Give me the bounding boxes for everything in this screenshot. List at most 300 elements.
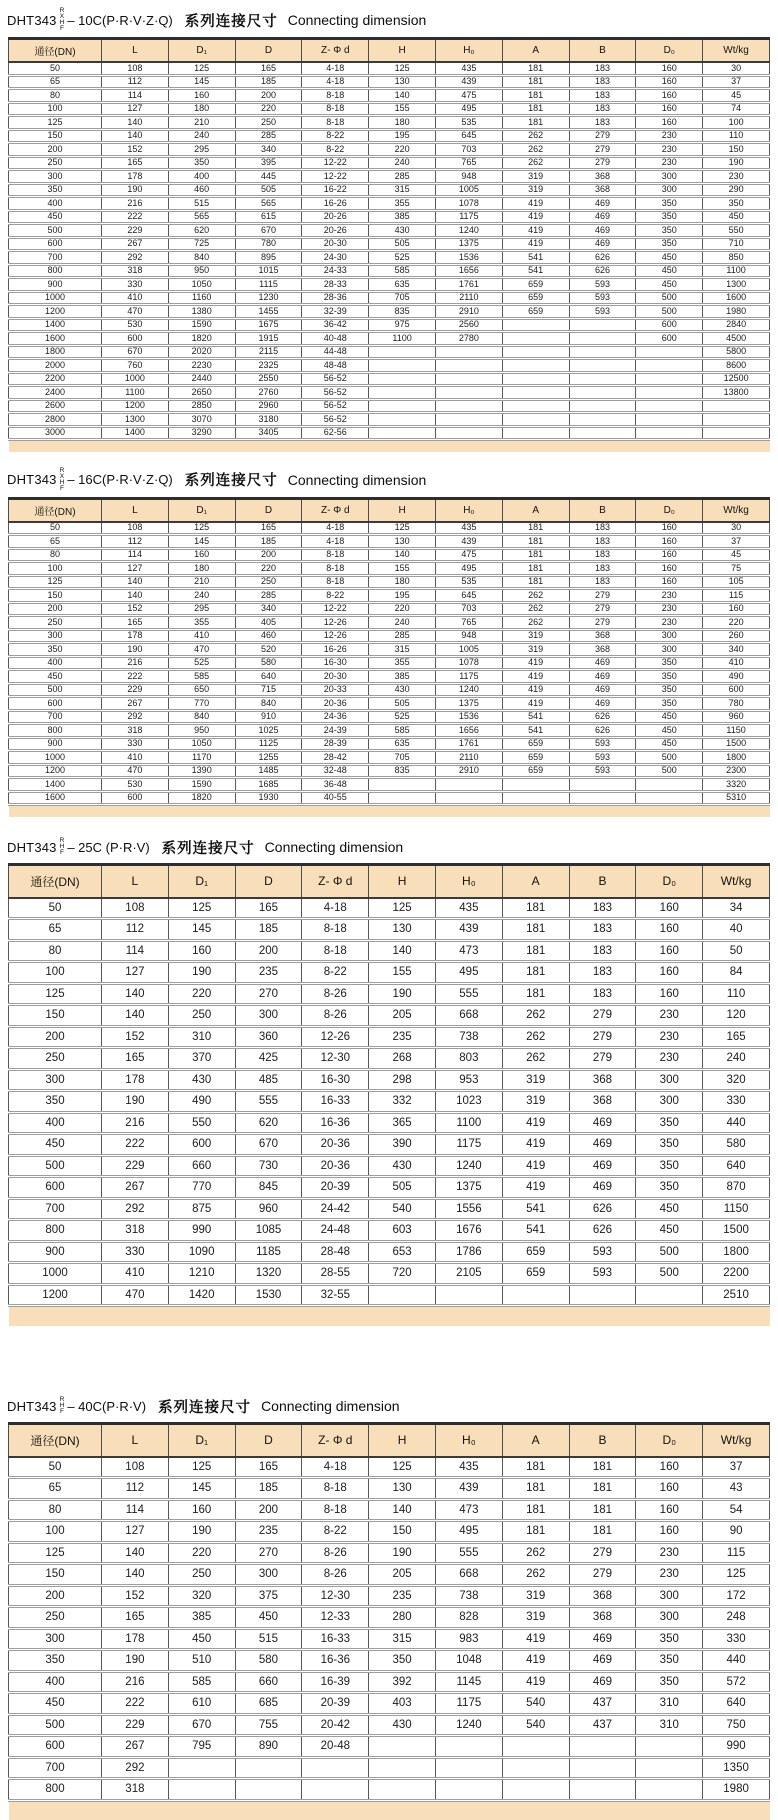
cell: 12-26 <box>302 616 369 630</box>
cell: 410 <box>102 1263 169 1285</box>
cell: 2510 <box>703 1284 770 1306</box>
cell: 165 <box>235 522 302 535</box>
cell: 1015 <box>235 264 302 278</box>
table-row <box>9 778 770 792</box>
cell: 795 <box>168 1736 235 1758</box>
cell: 279 <box>569 616 636 630</box>
cell: 16-36 <box>302 1650 369 1672</box>
cell: 110 <box>703 129 770 143</box>
cell: 125 <box>369 62 436 75</box>
cell: 1800 <box>9 345 102 359</box>
cell: 183 <box>569 116 636 130</box>
cell: 4-18 <box>302 1457 369 1478</box>
section-title <box>7 1396 778 1417</box>
cell: 50 <box>9 62 102 75</box>
cell: 8-22 <box>302 1521 369 1543</box>
cell <box>369 1284 436 1306</box>
cell: 500 <box>636 1241 703 1263</box>
cell: 350 <box>636 237 703 251</box>
cell: 626 <box>569 251 636 265</box>
cell: 279 <box>569 143 636 157</box>
cell: 310 <box>636 1693 703 1715</box>
table-row <box>9 940 770 962</box>
table-row <box>9 548 770 562</box>
cell: 250 <box>235 575 302 589</box>
cell: 279 <box>569 129 636 143</box>
cell: 469 <box>569 683 636 697</box>
stack-letter: R <box>60 1397 65 1403</box>
cell: 473 <box>435 940 502 962</box>
cell: 127 <box>102 102 169 116</box>
cell: 626 <box>569 724 636 738</box>
cell: 235 <box>235 962 302 984</box>
cell: 845 <box>235 1177 302 1199</box>
cell: 4-18 <box>302 62 369 75</box>
column-header: H₀ <box>435 39 502 63</box>
cell: 700 <box>9 710 102 724</box>
cell: 279 <box>569 602 636 616</box>
cell: 279 <box>569 589 636 603</box>
cell: 16-33 <box>302 1628 369 1650</box>
cell: 318 <box>102 1779 169 1801</box>
cell: 580 <box>703 1134 770 1156</box>
cell: 1676 <box>435 1220 502 1242</box>
cell: 8-26 <box>302 1005 369 1027</box>
cell: 20-39 <box>302 1177 369 1199</box>
table-row <box>9 264 770 278</box>
cell: 16-22 <box>302 183 369 197</box>
cell: 368 <box>569 643 636 657</box>
cell: 50 <box>9 1457 102 1478</box>
cell: 160 <box>636 562 703 576</box>
cell: 1536 <box>435 251 502 265</box>
cell: 183 <box>569 89 636 103</box>
flange-type-stack <box>60 1397 65 1415</box>
table-row <box>9 372 770 386</box>
cell: 2230 <box>168 359 235 373</box>
cell: 495 <box>435 962 502 984</box>
cell: 12-33 <box>302 1607 369 1629</box>
cell: 84 <box>703 962 770 984</box>
cell: 12500 <box>703 372 770 386</box>
cell <box>569 778 636 792</box>
cell <box>168 1757 235 1779</box>
cell <box>569 791 636 805</box>
cell: 535 <box>435 116 502 130</box>
cell: 20-30 <box>302 670 369 684</box>
cell: 140 <box>369 1499 436 1521</box>
cell: 505 <box>369 1177 436 1199</box>
cell: 2000 <box>9 359 102 373</box>
cell: 439 <box>435 75 502 89</box>
cell: 1930 <box>235 791 302 805</box>
cell: 140 <box>102 129 169 143</box>
cell: 1320 <box>235 1263 302 1285</box>
table-row <box>9 116 770 130</box>
cell: 469 <box>569 197 636 211</box>
cell: 948 <box>435 170 502 184</box>
cell: 108 <box>102 62 169 75</box>
cell: 330 <box>102 1241 169 1263</box>
cell: 140 <box>102 1542 169 1564</box>
cell: 2780 <box>435 332 502 346</box>
cell: 350 <box>636 656 703 670</box>
cell: 350 <box>636 197 703 211</box>
cell: 222 <box>102 670 169 684</box>
cell: 267 <box>102 697 169 711</box>
cell: 770 <box>168 1177 235 1199</box>
stack-letter: H <box>60 1403 65 1409</box>
cell: 430 <box>369 683 436 697</box>
cell: 300 <box>636 183 703 197</box>
cell: 230 <box>636 602 703 616</box>
cell <box>502 318 569 332</box>
cell: 510 <box>168 1650 235 1672</box>
cell: 20-33 <box>302 683 369 697</box>
table-row <box>9 1048 770 1070</box>
cell: 659 <box>502 291 569 305</box>
cell: 469 <box>569 1134 636 1156</box>
cell: 410 <box>703 656 770 670</box>
cell: 1000 <box>102 372 169 386</box>
cell: 30 <box>703 62 770 75</box>
table-row <box>9 156 770 170</box>
cell: 469 <box>569 1650 636 1672</box>
column-header: A <box>502 39 569 63</box>
cell: 469 <box>569 1671 636 1693</box>
cell: 419 <box>502 683 569 697</box>
cell: 181 <box>502 919 569 941</box>
cell: 12-22 <box>302 170 369 184</box>
cell: 270 <box>235 1542 302 1564</box>
cell: 840 <box>235 697 302 711</box>
cell: 181 <box>502 562 569 576</box>
cell: 190 <box>369 983 436 1005</box>
cell <box>369 1736 436 1758</box>
cell: 355 <box>168 616 235 630</box>
cell: 1786 <box>435 1241 502 1263</box>
cell: 183 <box>569 75 636 89</box>
cell: 8-22 <box>302 129 369 143</box>
cell: 150 <box>9 589 102 603</box>
cell: 150 <box>9 1005 102 1027</box>
cell: 760 <box>102 359 169 373</box>
cell: 120 <box>703 1005 770 1027</box>
cell: 319 <box>502 183 569 197</box>
cell: 650 <box>168 683 235 697</box>
table-row <box>9 1005 770 1027</box>
cell: 350 <box>636 683 703 697</box>
cell: 340 <box>235 143 302 157</box>
pressure-class-code: – 40C(P·R·V) <box>67 1399 146 1414</box>
cell <box>502 426 569 440</box>
cell: 8-18 <box>302 116 369 130</box>
cell: 700 <box>9 1757 102 1779</box>
cell: 90 <box>703 1521 770 1543</box>
cell: 300 <box>636 1069 703 1091</box>
cell: 439 <box>435 535 502 549</box>
cell: 160 <box>636 1521 703 1543</box>
cell: 450 <box>9 210 102 224</box>
cell: 1115 <box>235 278 302 292</box>
cell: 20-26 <box>302 210 369 224</box>
cell: 495 <box>435 562 502 576</box>
section-title <box>7 837 778 858</box>
cell: 685 <box>235 1693 302 1715</box>
cell: 319 <box>502 170 569 184</box>
cell: 1590 <box>168 318 235 332</box>
cell: 720 <box>369 1263 436 1285</box>
footer-band-cell <box>9 805 770 817</box>
table-row <box>9 1736 770 1758</box>
cell: 80 <box>9 548 102 562</box>
column-header: H <box>369 864 436 898</box>
cell: 385 <box>369 210 436 224</box>
cell: 1078 <box>435 656 502 670</box>
cell: 439 <box>435 919 502 941</box>
cell: 160 <box>636 898 703 919</box>
cell: 210 <box>168 116 235 130</box>
cell: 110 <box>703 983 770 1005</box>
cell: 24-39 <box>302 724 369 738</box>
cell: 298 <box>369 1069 436 1091</box>
cell: 28-36 <box>302 291 369 305</box>
cell: 350 <box>9 183 102 197</box>
cell <box>636 1757 703 1779</box>
cell: 1090 <box>168 1241 235 1263</box>
cell: 8-26 <box>302 1564 369 1586</box>
table-row <box>9 291 770 305</box>
cell: 183 <box>569 562 636 576</box>
cell: 160 <box>636 1499 703 1521</box>
cell: 800 <box>9 1779 102 1801</box>
cell: 230 <box>636 1005 703 1027</box>
cell: 659 <box>502 305 569 319</box>
cell: 585 <box>168 1671 235 1693</box>
cell: 1200 <box>102 399 169 413</box>
cell: 300 <box>636 170 703 184</box>
cell: 260 <box>703 629 770 643</box>
cell: 2850 <box>168 399 235 413</box>
column-header: D₁ <box>168 864 235 898</box>
column-header: B <box>569 498 636 522</box>
cell: 160 <box>636 1478 703 1500</box>
cell: 500 <box>9 224 102 238</box>
cell: 230 <box>636 616 703 630</box>
cell: 181 <box>502 522 569 535</box>
cell: 400 <box>9 197 102 211</box>
cell: 190 <box>102 643 169 657</box>
cell: 130 <box>369 535 436 549</box>
column-header: D₀ <box>636 39 703 63</box>
cell: 8600 <box>703 359 770 373</box>
cell: 125 <box>168 898 235 919</box>
cell: 40-48 <box>302 332 369 346</box>
cell: 28-55 <box>302 1263 369 1285</box>
cell: 32-48 <box>302 764 369 778</box>
cell: 360 <box>235 1026 302 1048</box>
cell: 437 <box>569 1693 636 1715</box>
cell: 262 <box>502 156 569 170</box>
cell: 1656 <box>435 264 502 278</box>
model-code: DHT343 <box>7 1399 57 1414</box>
cell: 900 <box>9 1241 102 1263</box>
cell: 983 <box>435 1628 502 1650</box>
cell: 220 <box>369 602 436 616</box>
cell: 12-30 <box>302 1048 369 1070</box>
cell <box>369 413 436 427</box>
cell: 450 <box>9 670 102 684</box>
cell: 953 <box>435 1069 502 1091</box>
cell: 32-55 <box>302 1284 369 1306</box>
cell: 181 <box>502 575 569 589</box>
cell: 56-52 <box>302 413 369 427</box>
table-row <box>9 278 770 292</box>
table-row <box>9 562 770 576</box>
table-row <box>9 1564 770 1586</box>
cell <box>502 332 569 346</box>
cell: 705 <box>369 291 436 305</box>
cell: 600 <box>9 1177 102 1199</box>
cell: 16-26 <box>302 197 369 211</box>
cell <box>235 1779 302 1801</box>
cell: 870 <box>703 1177 770 1199</box>
cell: 185 <box>235 919 302 941</box>
cell: 2910 <box>435 305 502 319</box>
cell: 530 <box>102 318 169 332</box>
cell: 900 <box>9 278 102 292</box>
cell: 541 <box>502 724 569 738</box>
cell <box>435 426 502 440</box>
cell: 125 <box>703 1564 770 1586</box>
cell: 36-42 <box>302 318 369 332</box>
table-row <box>9 602 770 616</box>
cell: 332 <box>369 1091 436 1113</box>
cell: 330 <box>102 737 169 751</box>
cell: 2600 <box>9 399 102 413</box>
cell: 24-48 <box>302 1220 369 1242</box>
cell <box>636 426 703 440</box>
cell: 230 <box>636 1048 703 1070</box>
cell: 16-39 <box>302 1671 369 1693</box>
cell: 340 <box>235 602 302 616</box>
cell: 80 <box>9 940 102 962</box>
pressure-class-code: – 16C(P·R·V·Z·Q) <box>67 472 172 487</box>
cell: 229 <box>102 1714 169 1736</box>
cell: 703 <box>435 143 502 157</box>
cell: 295 <box>168 143 235 157</box>
cell: 1820 <box>168 791 235 805</box>
table-row <box>9 89 770 103</box>
cell: 180 <box>168 102 235 116</box>
cell: 835 <box>369 764 436 778</box>
cell: 600 <box>102 791 169 805</box>
cell: 626 <box>569 1220 636 1242</box>
cell: 1145 <box>435 1671 502 1693</box>
cell: 262 <box>502 616 569 630</box>
cell <box>636 1779 703 1801</box>
cell: 410 <box>102 291 169 305</box>
cell: 659 <box>502 1241 569 1263</box>
cell: 181 <box>502 548 569 562</box>
stack-letter: F <box>60 486 64 492</box>
cell: 279 <box>569 1026 636 1048</box>
cell: 310 <box>636 1714 703 1736</box>
cell: 400 <box>9 1112 102 1134</box>
cell: 419 <box>502 224 569 238</box>
cell: 160 <box>636 548 703 562</box>
cell: 1240 <box>435 1155 502 1177</box>
cell: 659 <box>502 751 569 765</box>
section-10c <box>0 8 778 452</box>
table-row <box>9 62 770 75</box>
cell: 725 <box>168 237 235 251</box>
cell: 268 <box>369 1048 436 1070</box>
cell: 105 <box>703 575 770 589</box>
cell: 1500 <box>703 737 770 751</box>
cell: 28-39 <box>302 737 369 751</box>
cell: 780 <box>235 237 302 251</box>
cell: 2800 <box>9 413 102 427</box>
cell: 2440 <box>168 372 235 386</box>
table-row <box>9 183 770 197</box>
cell: 230 <box>636 156 703 170</box>
column-header: Wt/kg <box>703 864 770 898</box>
column-header: Wt/kg <box>703 39 770 63</box>
column-header: Z- Φ d <box>302 1423 369 1457</box>
cell: 267 <box>102 1177 169 1199</box>
pressure-class-code: – 10C(P·R·V·Z·Q) <box>67 13 172 28</box>
cell: 48-48 <box>302 359 369 373</box>
model-code: DHT343 <box>7 840 57 855</box>
cell: 1390 <box>168 764 235 778</box>
table-row <box>9 359 770 373</box>
cell: 660 <box>168 1155 235 1177</box>
footer-band-cell <box>9 1306 770 1326</box>
cell: 435 <box>435 1457 502 1478</box>
cell: 1175 <box>435 670 502 684</box>
cell: 181 <box>502 983 569 1005</box>
column-header: D₁ <box>168 1423 235 1457</box>
cell: 355 <box>369 197 436 211</box>
column-header: Wt/kg <box>703 498 770 522</box>
cell: 45 <box>703 548 770 562</box>
table-row <box>9 1607 770 1629</box>
cell: 165 <box>102 156 169 170</box>
cell: 8-18 <box>302 919 369 941</box>
cell: 240 <box>168 589 235 603</box>
cell: 659 <box>502 1263 569 1285</box>
cell: 183 <box>569 983 636 1005</box>
cell: 200 <box>9 1585 102 1607</box>
cell: 36-48 <box>302 778 369 792</box>
cell: 28-42 <box>302 751 369 765</box>
table-row <box>9 1542 770 1564</box>
cell: 2960 <box>235 399 302 413</box>
cell: 850 <box>703 251 770 265</box>
cell <box>435 1779 502 1801</box>
cell: 626 <box>569 264 636 278</box>
cell: 875 <box>168 1198 235 1220</box>
cell: 635 <box>369 278 436 292</box>
cell <box>502 778 569 792</box>
cell: 319 <box>502 629 569 643</box>
cell: 1160 <box>168 291 235 305</box>
column-header: 通径(DN) <box>9 39 102 63</box>
cell: 8-18 <box>302 1478 369 1500</box>
cell: 318 <box>102 724 169 738</box>
section-25c <box>0 837 778 1326</box>
